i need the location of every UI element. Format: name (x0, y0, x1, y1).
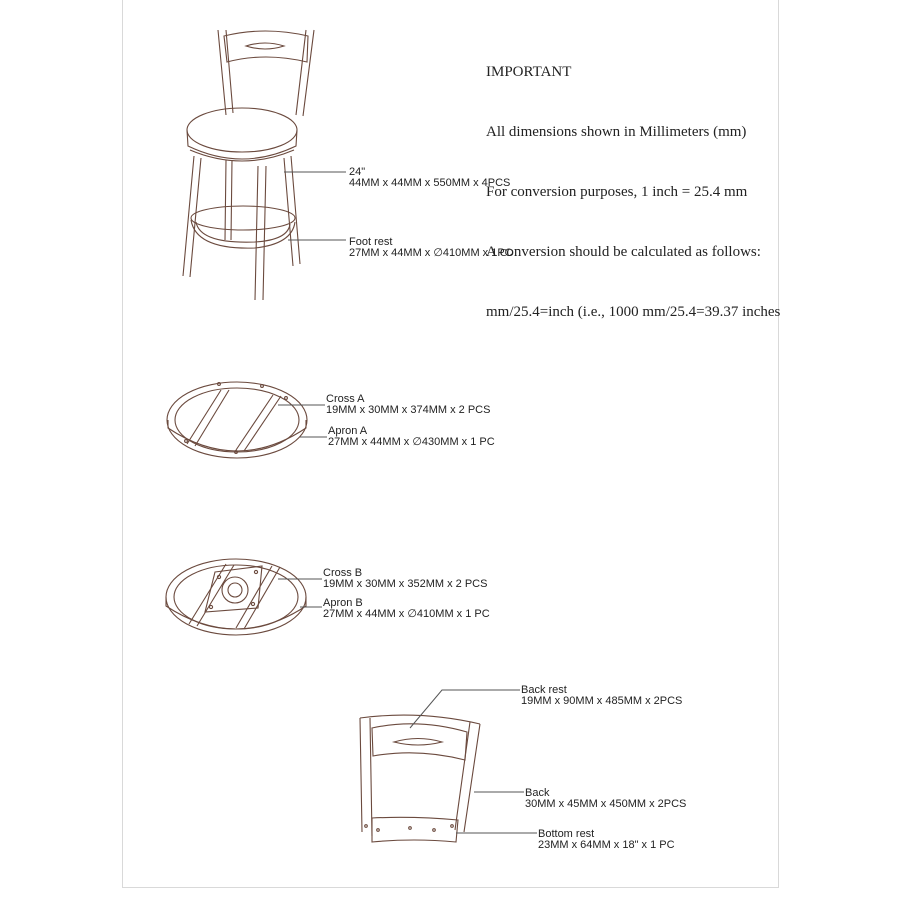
apron-b-name: Apron B (323, 597, 363, 609)
label-foot-rest (349, 237, 513, 259)
seat-frame-a (167, 382, 327, 458)
back-rest-slat-cutout (394, 739, 442, 746)
foot-rest-spec: 27MM x 44MM x ∅410MM x 1PC (349, 247, 513, 259)
foot-rest-name: Foot rest (349, 236, 393, 248)
label-apron-b (323, 598, 490, 620)
front-right-leg (255, 166, 266, 300)
seat-frame-b (166, 559, 322, 635)
cross-a-spec: 19MM x 30MM x 374MM x 2 PCS (326, 404, 491, 416)
swivel-bearing-outer (222, 577, 248, 603)
apron-a-name: Apron A (328, 425, 368, 437)
cross-a-left (187, 390, 229, 446)
cross-b-spec: 19MM x 30MM x 352MM x 2 PCS (323, 578, 488, 590)
back-spec: 30MM x 45MM x 450MM x 2PCS (525, 798, 687, 810)
important-line-1: All dimensions shown in Millimeters (mm) (486, 124, 747, 140)
stool-back-rest (224, 31, 308, 62)
rear-left-leg (225, 160, 232, 240)
cross-a-hole (218, 383, 221, 386)
cross-a-hole (261, 385, 264, 388)
important-line-4: mm/25.4=inch (i.e., 1000 mm/25.4=39.37 inches (486, 304, 781, 320)
back-name: Back (525, 787, 550, 799)
bottom-rest-rail (372, 817, 458, 842)
apron-a-outer (167, 382, 307, 458)
bottom-rest-hole (377, 829, 380, 832)
bottom-rest-spec: 23MM x 64MM x 18" x 1 PC (538, 839, 675, 851)
right-back-post (296, 30, 314, 116)
bottom-rest-hole (365, 825, 368, 828)
back-rest-cutout (246, 43, 284, 49)
cross-b-right (236, 566, 280, 629)
cross-a-hole (285, 397, 288, 400)
label-legs (349, 167, 510, 189)
back-right-post (455, 722, 480, 832)
foot-rest-ring-top (191, 206, 295, 230)
important-line-2: For conversion purposes, 1 inch = 25.4 mm (486, 184, 748, 200)
cross-b-left (189, 564, 234, 626)
label-cross-a (326, 394, 490, 416)
back-left-post (360, 718, 372, 836)
back-rest-name: Back rest (521, 684, 567, 696)
swivel-hole (251, 602, 254, 605)
bottom-rest-hole (433, 829, 436, 832)
stool-illustration (183, 30, 346, 300)
front-left-leg (183, 156, 201, 277)
swivel-bearing-inner (228, 583, 242, 597)
swivel-hole (209, 605, 212, 608)
bottom-rest-name: Bottom rest (538, 828, 595, 840)
label-back-rest (521, 685, 682, 707)
apron-a-side (168, 420, 306, 451)
left-back-post (218, 30, 233, 115)
cross-a-hole (185, 440, 188, 443)
legs-spec: 44MM x 44MM x 550MM x 4PCS (349, 177, 511, 189)
bottom-rest-hole (451, 825, 454, 828)
foot-rest-ring-inner (196, 222, 290, 242)
cross-a-name: Cross A (326, 393, 365, 405)
label-apron-a (328, 426, 495, 448)
label-back (525, 788, 686, 810)
swivel-hole (254, 570, 257, 573)
foot-rest-ring-front (191, 220, 295, 248)
cross-a-right (236, 395, 281, 451)
label-cross-b (323, 568, 487, 590)
important-line-3: A conversion should be calculated as follows: (486, 244, 761, 260)
leader-back-rest (410, 690, 520, 728)
back-rest-slat (372, 724, 467, 760)
label-bottom-rest (538, 829, 675, 851)
swivel-hole (217, 575, 220, 578)
back-assembly (360, 690, 537, 842)
important-title: IMPORTANT (486, 64, 572, 80)
apron-b-spec: 27MM x 44MM x ∅410MM x 1 PC (323, 608, 490, 620)
back-rest-spec: 19MM x 90MM x 485MM x 2PCS (521, 695, 683, 707)
stool-seat-top (187, 108, 297, 152)
bottom-rest-hole (409, 827, 412, 830)
legs-name: 24" (349, 166, 366, 178)
apron-a-spec: 27MM x 44MM x ∅430MM x 1 PC (328, 436, 495, 448)
cross-b-name: Cross B (323, 567, 363, 579)
